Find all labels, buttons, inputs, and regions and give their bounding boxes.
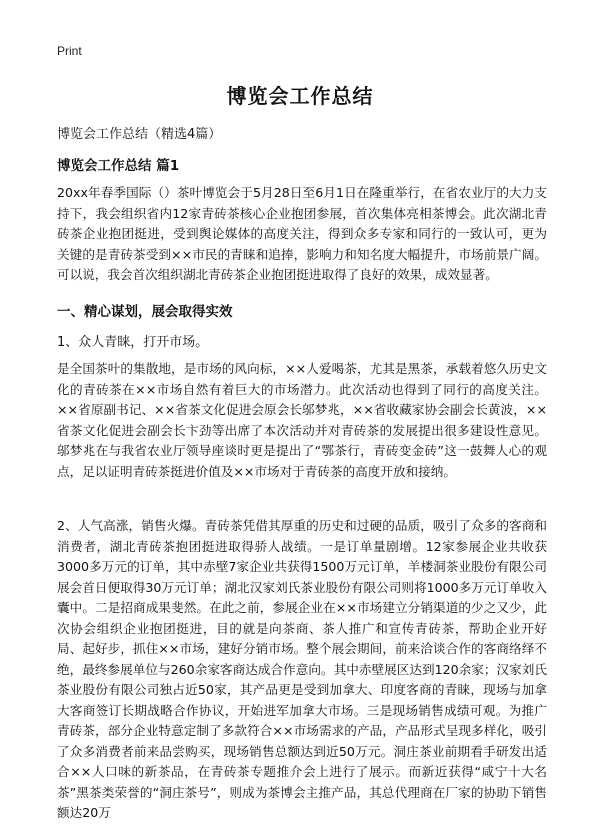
page-title: 博览会工作总结	[226, 84, 374, 108]
part-heading: 一、精心谋划，展会取得实效	[57, 304, 233, 320]
section-heading: 博览会工作总结 篇1	[57, 158, 180, 174]
print-link[interactable]: Print	[57, 44, 82, 58]
intro-paragraph: 20xx年春季国际（）茶叶博览会于5月28日至6月1日在隆重举行，在省农业厅的大力支持下，我会组织省内12家青砖茶核心企业抱团参展，首次集体亮相茶博会。此次湖北青砖茶企业抱团挺进，受到舆论媒体的高度关注，得到众多专家和同行的一致认可，更为关键的是青砖茶受到××市民的青睐和追捧，影响力和知名度大幅提升，市场前景广阔。可以说，我会首次组织湖北青砖茶企业抱团挺进取得了良好的效果，成效显著。	[57, 185, 547, 282]
item1-paragraph: 是全国茶叶的集散地，是市场的风向标，××人爱喝茶，尤其是黑茶，承载着悠久历史文化的青砖茶在××市场自然有着巨大的市场潜力。此次活动也得到了同行的高度关注。××省原副书记、××省茶文化促进会原会长邬梦兆，××省收藏家协会副会长黄波，××省茶文化促进会副会长卞劲等出席了本次活动并对青砖茶的发展提出很多建设性意见。邬梦兆在与我省农业厅领导座谈时更是提出了“鄂茶行，青砖变金砖”这一鼓舞人心的观点，足以证明青砖茶挺进价值及××市场对于青砖茶的高度开放和接纳。	[57, 361, 547, 479]
document-subtitle: 博览会工作总结（精选4篇）	[57, 127, 222, 142]
item1-title: 1、众人青睐，打开市场。	[57, 335, 209, 350]
item2-paragraph: 2、人气高涨，销售火爆。青砖茶凭借其厚重的历史和过硬的品质，吸引了众多的客商和消费者，湖北青砖茶抱团挺进取得骄人战绩。一是订单量剧增。12家参展企业共收获3000多万元的订单，其中赤壁7家企业共获得1500万元订单，羊楼洞茶业股份有限公司展会首日便取得30万元订单；湖北汉家刘氏茶业股份有限公司则将1000多万元订单收入囊中。二是招商成果斐然。在此之前，参展企业在××市场建立分销渠道的少之又少，此次协会组织企业抱团挺进，目的就是向茶商、茶人推广和宣传青砖茶，帮助企业开好局、起好步，抓住××市场，建好分销市场。整个展会期间，前来洽谈合作的客商络绎不绝，最终参展单位与260余家客商达成合作意向。其中赤壁展区达到120余家；汉家刘氏茶业股份有限公司独占近50家，其产品更是受到加拿大、印度客商的青睐，现场与加拿大客商签订长期战略合作协议，开始进军加拿大市场。三是现场销售成绩可观。为推广青砖茶，部分企业特意定制了多款符合××市场需求的产品，产品形式呈现多样化，吸引了众多消费者前来品尝购买，现场销售总额达到近50万元。洞庄茶业前期看手研发出适合××人口味的新茶品，在青砖茶专题推介会上进行了展示。而新近获得“咸宁十大名茶”黑茶类荣誉的“洞庄茶号”，则成为茶博会主推产品，其总代理商在厂家的协助下销售额达20万	[57, 518, 547, 820]
